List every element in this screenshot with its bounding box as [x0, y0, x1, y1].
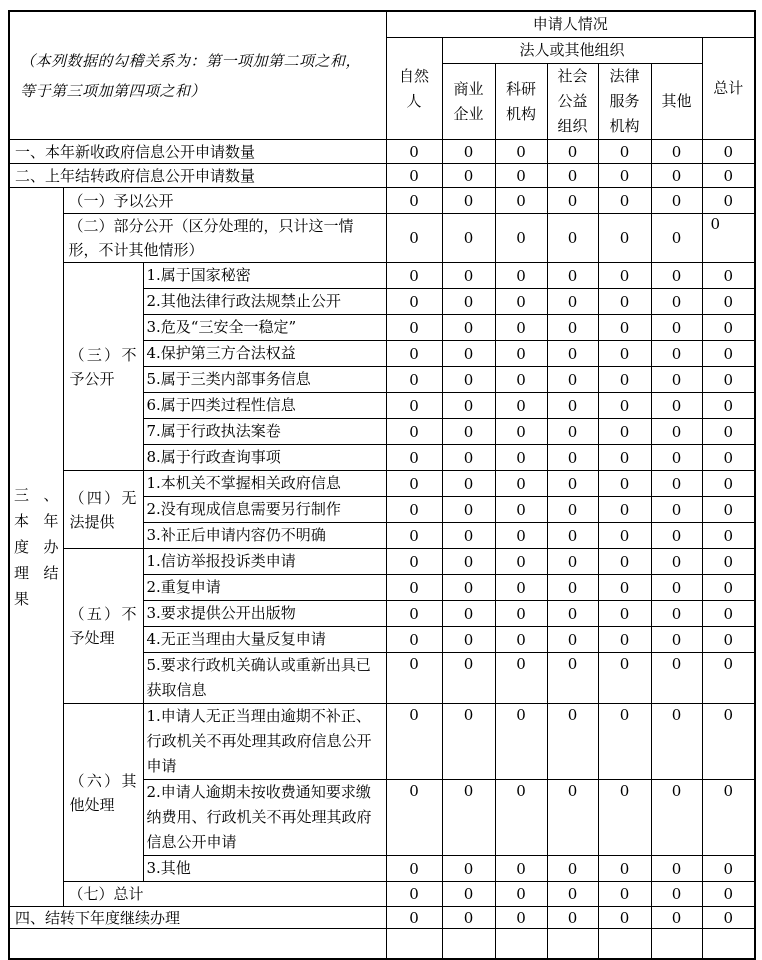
value-cell: 0: [651, 419, 702, 445]
value-cell: 0: [598, 263, 651, 289]
value-cell: 0: [651, 575, 702, 601]
value-cell: 0: [386, 188, 442, 214]
value-cell: 0: [702, 289, 755, 315]
value-cell: 0: [495, 289, 547, 315]
value-cell: 0: [495, 780, 547, 856]
value-cell: 0: [547, 704, 598, 780]
value-cell: 0: [598, 419, 651, 445]
value-cell: 0: [386, 907, 442, 929]
value-cell: 0: [386, 214, 442, 263]
row-label-overdue-no-correction: 1.申请人无正当理由逾期不补正、行政机关不再处理其政府信息公开申请: [143, 704, 386, 780]
value-cell: 0: [702, 653, 755, 704]
group-label-section3: 三、本年度办理结果: [9, 188, 63, 907]
value-cell: 0: [598, 367, 651, 393]
value-cell: 0: [547, 214, 598, 263]
row-label-state-secret: 1.属于国家秘密: [143, 263, 386, 289]
value-cell: 0: [495, 315, 547, 341]
row-label-carry-next-year: 四、结转下年度继续办理: [9, 907, 386, 929]
value-cell: 0: [386, 704, 442, 780]
value-cell: 0: [386, 341, 442, 367]
value-cell: 0: [386, 601, 442, 627]
value-cell: 0: [442, 367, 495, 393]
value-cell: 0: [495, 497, 547, 523]
value-cell: 0: [598, 445, 651, 471]
value-cell: 0: [651, 882, 702, 907]
value-cell: 0: [547, 393, 598, 419]
value-cell: 0: [442, 164, 495, 188]
value-cell: 0: [442, 653, 495, 704]
value-cell: 0: [442, 856, 495, 882]
value-cell: 0: [442, 523, 495, 549]
col-header-total: 总计: [702, 38, 755, 140]
value-cell: 0: [547, 188, 598, 214]
value-cell: 0: [442, 140, 495, 164]
value-cell: 0: [386, 164, 442, 188]
value-cell: 0: [598, 601, 651, 627]
row-label-endanger-safety: 3.危及“三安全一稳定”: [143, 315, 386, 341]
value-cell: 0: [598, 188, 651, 214]
row-label-partially-public: （二）部分公开（区分处理的，只计这一情形，不计其他情形）: [63, 214, 386, 263]
table-note: （本列数据的勾稽关系为：第一项加第二项之和，等于第三项加第四项之和）: [9, 11, 386, 140]
value-cell: 0: [651, 704, 702, 780]
disclosure-request-table: [8, 10, 756, 960]
value-cell: 0: [547, 601, 598, 627]
value-cell: 0: [598, 140, 651, 164]
group-label-other-handling: （六）其他处理: [63, 704, 143, 882]
row-label-third-party-rights: 4.保护第三方合法权益: [143, 341, 386, 367]
value-cell: 0: [651, 523, 702, 549]
row-label-petition-type: 1.信访举报投诉类申请: [143, 549, 386, 575]
value-cell: 0: [495, 188, 547, 214]
value-cell: 0: [495, 393, 547, 419]
value-cell: 0: [442, 471, 495, 497]
row-label-new-requests: 一、本年新收政府信息公开申请数量: [9, 140, 386, 164]
col-header-business: 商业企业: [442, 64, 495, 140]
row-label-still-unclear: 3.补正后申请内容仍不明确: [143, 523, 386, 549]
value-cell: 0: [495, 549, 547, 575]
value-cell: 0: [547, 653, 598, 704]
value-cell: 0: [702, 856, 755, 882]
value-cell: 0: [598, 704, 651, 780]
value-cell: 0: [442, 289, 495, 315]
row-label-carried-over: 二、上年结转政府信息公开申请数量: [9, 164, 386, 188]
value-cell: 0: [495, 907, 547, 929]
value-cell: 0: [651, 856, 702, 882]
value-cell: 0: [442, 393, 495, 419]
value-cell: 0: [547, 627, 598, 653]
value-cell: 0: [598, 856, 651, 882]
value-cell: 0: [495, 653, 547, 704]
value-cell: 0: [598, 780, 651, 856]
value-cell: 0: [547, 367, 598, 393]
value-cell: 0: [386, 289, 442, 315]
value-cell: 0: [495, 214, 547, 263]
value-cell: 0: [495, 601, 547, 627]
value-cell: 0: [386, 393, 442, 419]
row-label-process-info: 6.属于四类过程性信息: [143, 393, 386, 419]
value-cell: 0: [547, 289, 598, 315]
value-cell: 0: [651, 315, 702, 341]
value-cell: 0: [495, 856, 547, 882]
value-cell: 0: [702, 907, 755, 929]
value-cell: 0: [386, 627, 442, 653]
value-cell: 0: [547, 471, 598, 497]
value-cell: 0: [651, 627, 702, 653]
value-cell: 0: [702, 549, 755, 575]
value-cell: 0: [386, 419, 442, 445]
value-cell: 0: [702, 575, 755, 601]
row-label-overdue-no-payment: 2.申请人逾期未按收费通知要求缴纳费用、行政机关不再处理其政府信息公开申请: [143, 780, 386, 856]
value-cell: 0: [495, 341, 547, 367]
value-cell: 0: [547, 907, 598, 929]
value-cell: 0: [442, 907, 495, 929]
value-cell: 0: [598, 393, 651, 419]
row-label-law-forbidden: 2.其他法律行政法规禁止公开: [143, 289, 386, 315]
value-cell: 0: [547, 140, 598, 164]
row-label-repeated-no-reason: 4.无正当理由大量反复申请: [143, 627, 386, 653]
value-cell: 0: [495, 263, 547, 289]
value-cell: 0: [442, 419, 495, 445]
value-cell: 0: [547, 445, 598, 471]
value-cell: 0: [598, 882, 651, 907]
value-cell: 0: [651, 188, 702, 214]
value-cell: 0: [702, 214, 755, 263]
col-header-other: 其他: [651, 64, 702, 140]
row-label-enforcement-files: 7.属于行政执法案卷: [143, 419, 386, 445]
value-cell: 0: [495, 523, 547, 549]
row-label-confirm-obtained-info: 5.要求行政机关确认或重新出具已获取信息: [143, 653, 386, 704]
value-cell: 0: [442, 214, 495, 263]
value-cell: 0: [702, 341, 755, 367]
value-cell: 0: [651, 341, 702, 367]
report-table-page: [8, 10, 754, 960]
row-label-no-info-held: 1.本机关不掌握相关政府信息: [143, 471, 386, 497]
value-cell: 0: [702, 393, 755, 419]
value-cell: 0: [598, 214, 651, 263]
value-cell: 0: [442, 627, 495, 653]
value-cell: 0: [598, 907, 651, 929]
value-cell: 0: [651, 263, 702, 289]
value-cell: 0: [547, 575, 598, 601]
value-cell: 0: [495, 627, 547, 653]
value-cell: 0: [651, 549, 702, 575]
value-cell: 0: [547, 164, 598, 188]
value-cell: 0: [547, 341, 598, 367]
value-cell: 0: [386, 140, 442, 164]
value-cell: 0: [386, 367, 442, 393]
value-cell: 0: [702, 445, 755, 471]
value-cell: 0: [651, 393, 702, 419]
value-cell: 0: [598, 523, 651, 549]
value-cell: 0: [495, 704, 547, 780]
value-cell: 0: [386, 575, 442, 601]
value-cell: 0: [386, 471, 442, 497]
value-cell: 0: [547, 523, 598, 549]
value-cell: 0: [651, 653, 702, 704]
value-cell: 0: [442, 882, 495, 907]
value-cell: 0: [702, 627, 755, 653]
value-cell: 0: [651, 497, 702, 523]
value-cell: 0: [442, 601, 495, 627]
value-cell: 0: [547, 549, 598, 575]
value-cell: 0: [386, 497, 442, 523]
value-cell: 0: [702, 140, 755, 164]
group-label-not-public: （三）不予公开: [63, 263, 143, 471]
value-cell: 0: [547, 419, 598, 445]
col-header-natural-person: 自然人: [386, 38, 442, 140]
value-cell: 0: [598, 471, 651, 497]
cutoff-row: [9, 929, 755, 959]
value-cell: 0: [442, 188, 495, 214]
value-cell: 0: [702, 471, 755, 497]
value-cell: 0: [702, 523, 755, 549]
value-cell: 0: [386, 882, 442, 907]
row-label-duplicate-request: 2.重复申请: [143, 575, 386, 601]
value-cell: 0: [386, 523, 442, 549]
value-cell: 0: [702, 263, 755, 289]
value-cell: 0: [386, 445, 442, 471]
value-cell: 0: [547, 497, 598, 523]
value-cell: 0: [598, 549, 651, 575]
value-cell: 0: [386, 653, 442, 704]
value-cell: 0: [386, 263, 442, 289]
value-cell: 0: [651, 289, 702, 315]
value-cell: 0: [702, 497, 755, 523]
value-cell: 0: [702, 882, 755, 907]
value-cell: 0: [651, 367, 702, 393]
value-cell: 0: [442, 341, 495, 367]
row-label-subtotal: （七）总计: [63, 882, 386, 907]
value-cell: 0: [547, 315, 598, 341]
value-cell: 0: [495, 882, 547, 907]
value-cell: 0: [651, 471, 702, 497]
col-header-applicant-group: 申请人情况: [386, 11, 755, 38]
value-cell: 0: [598, 164, 651, 188]
value-cell: 0: [547, 780, 598, 856]
row-label-internal-affairs: 5.属于三类内部事务信息: [143, 367, 386, 393]
value-cell: 0: [651, 214, 702, 263]
value-cell: 0: [702, 419, 755, 445]
group-label-unable-provide: （四）无法提供: [63, 471, 143, 549]
row-label-made-public: （一）予以公开: [63, 188, 386, 214]
value-cell: 0: [442, 263, 495, 289]
value-cell: 0: [598, 315, 651, 341]
col-header-social: 社会公益组织: [547, 64, 598, 140]
col-header-research: 科研机构: [495, 64, 547, 140]
value-cell: 0: [702, 188, 755, 214]
value-cell: 0: [598, 627, 651, 653]
value-cell: 0: [651, 445, 702, 471]
value-cell: 0: [495, 419, 547, 445]
value-cell: 0: [386, 780, 442, 856]
value-cell: 0: [386, 856, 442, 882]
value-cell: 0: [598, 575, 651, 601]
col-header-legal: 法律服务机构: [598, 64, 651, 140]
value-cell: 0: [598, 653, 651, 704]
value-cell: 0: [651, 780, 702, 856]
row-label-needs-creation: 2.没有现成信息需要另行制作: [143, 497, 386, 523]
value-cell: 0: [651, 907, 702, 929]
value-cell: 0: [386, 549, 442, 575]
value-cell: 0: [495, 445, 547, 471]
value-cell: 0: [702, 315, 755, 341]
value-cell: 0: [651, 140, 702, 164]
value-cell: 0: [495, 367, 547, 393]
value-cell: 0: [547, 882, 598, 907]
value-cell: 0: [702, 601, 755, 627]
row-label-published-material: 3.要求提供公开出版物: [143, 601, 386, 627]
value-cell: 0: [442, 315, 495, 341]
value-cell: 0: [442, 704, 495, 780]
value-cell: 0: [442, 445, 495, 471]
col-header-org-group: 法人或其他组织: [442, 38, 702, 64]
value-cell: 0: [598, 289, 651, 315]
value-cell: 0: [442, 780, 495, 856]
value-cell: 0: [651, 601, 702, 627]
row-label-admin-inquiry: 8.属于行政查询事项: [143, 445, 386, 471]
value-cell: 0: [702, 367, 755, 393]
value-cell: 0: [651, 164, 702, 188]
value-cell: 0: [702, 164, 755, 188]
value-cell: 0: [495, 471, 547, 497]
group-label-not-processed: （五）不予处理: [63, 549, 143, 704]
value-cell: 0: [598, 497, 651, 523]
value-cell: 0: [702, 704, 755, 780]
value-cell: 0: [547, 263, 598, 289]
value-cell: 0: [442, 575, 495, 601]
row-label-other: 3.其他: [143, 856, 386, 882]
value-cell: 0: [598, 341, 651, 367]
value-cell: 0: [495, 575, 547, 601]
value-cell: 0: [702, 780, 755, 856]
value-cell: 0: [386, 315, 442, 341]
value-cell: 0: [495, 140, 547, 164]
value-cell: 0: [495, 164, 547, 188]
value-cell: 0: [547, 856, 598, 882]
value-cell: 0: [442, 497, 495, 523]
value-cell: 0: [442, 549, 495, 575]
